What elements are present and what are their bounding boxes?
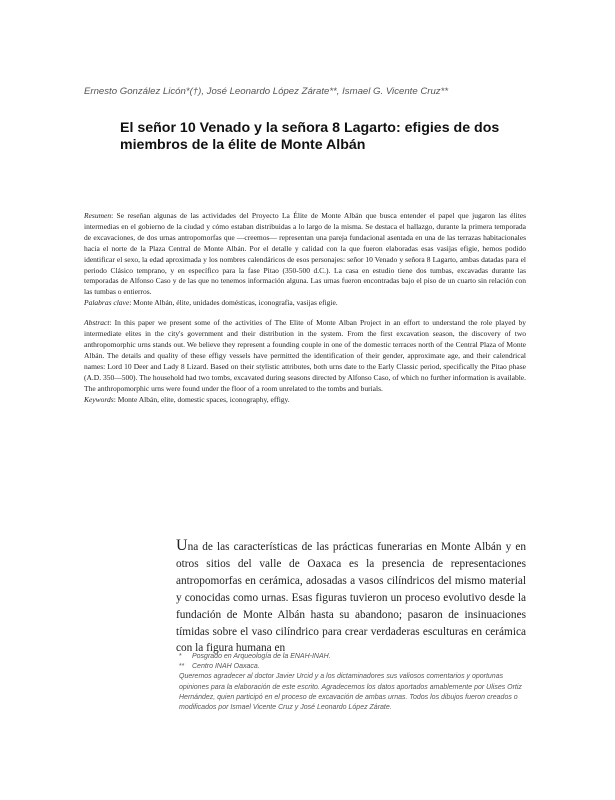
abstracts-block [84, 211, 526, 405]
footnote-2 [179, 662, 527, 672]
body-text [176, 538, 526, 657]
acknowledgments: Queremos agradecer al doctor Javier Urcid y a los dictaminadores sus valiosos comentarios y oportunas opiniones para la elaboración de este escrito. Agradecemos los datos aportados amablemente por Ulises Ortiz Hernández, quien participó en el proceso de excavación de ambas urnas. Todos los dibujos fueron creados o modificados por Ismael Vicente Cruz y José Leonardo López Zárate. [179, 673, 522, 712]
palabras-clave-text: : Monte Albán, élite, unidades domésticas, iconografía, vasijas efigie. [129, 298, 338, 308]
keywords-paragraph [84, 395, 526, 406]
abstract-paragraph [84, 318, 526, 394]
footnote-1-marker: * [179, 653, 182, 660]
resumen-paragraph [84, 211, 526, 298]
footnote-2-marker: ** [179, 663, 185, 671]
article-title: El señor 10 Venado y la señora 8 Lagarto: efigies de dos miembros de la élite de Monte Albán [120, 120, 500, 153]
body-paragraph [176, 538, 526, 657]
footnotes [179, 652, 527, 713]
footnote-1 [179, 652, 527, 662]
body-paragraph-text: na de las características de las prácticas funerarias en Monte Albán y en otros sitios del valle de Oaxaca es la presencia de representaciones antropomorfas en cerámica, adosadas a vasos cilíndricos del mismo material y conocidas como urnas. Esas figuras tuvieron un proceso evolutivo desde la fundación de Monte Albán hasta su abandono; pasaron de insinuaciones tímidas sobre el vaso cilíndrico para crear verdaderas esculturas en cerámica con la figura humana en [176, 541, 526, 655]
footnote-2-text: Centro INAH Oaxaca. [192, 663, 260, 671]
resumen-text: : Se reseñan algunas de las actividades del Proyecto La Élite de Monte Albán que busca entender el papel que jugaron las élites intermedias en el gobierno de la ciudad y cómo estaban distribuidas a lo largo de la misma. Se destaca el hallazgo, durante la primera temporada de excavaciones, de dos urnas antropomorfas que —creemos— representan una pareja fundacional asentada en una de las terrazas habitacionales hacia el norte de la Plaza Central de Monte Albán. Por el detalle y calidad con la que fueron elaboradas esas vasijas efigie, hemos podido identificar el sexo, la edad aproximada y los nombres calendáricos de esos personajes: señor 10 Venado y señora 8 Lagarto, ambas datadas para el periodo Clásico temprano, y en específico para la fase Pitao (350-500 d.C.). La casa en estudio tiene dos tumbas, excavadas durante las temporadas de Alfonso Caso y de las que no tenemos información alguna. Las urnas fueron encontradas bajo el piso de un cuarto sin relación con las tumbas o entierros. [84, 211, 526, 297]
drop-cap: U [176, 537, 188, 554]
author-line: Ernesto González Licón*(†), José Leonardo López Zárate**, Ismael G. Vicente Cruz** [84, 86, 449, 97]
keywords-text: : Monte Albán, elite, domestic spaces, iconography, effigy. [113, 394, 290, 404]
abstract-label: Abstract [84, 318, 110, 328]
footnote-1-text: Posgrado en Arqueología de la ENAH-INAH. [192, 653, 331, 660]
keywords-label: Keywords [84, 394, 114, 404]
abstract-text: : In this paper we present some of the activities of The Elite of Monte Alban Project in an effort to understand the role played by intermediate elites in the city's government and their distribution in the system. From the first excavation season, the discovery of two anthropomorphic urns stands out. We believe they represent a founding couple in one of the domestic terraces north of the Central Plaza of Monte Albán. The details and quality of these effigy vessels have permitted the identification of their gender, approximate age, and their calendrical names: Lord 10 Deer and Lady 8 Lizard. Based on their stylistic attributes, both urns date to the Early Classic period, specifically the Pitao phase (A.D. 350—500). The household had two tombs, excavated during seasons directed by Alfonso Caso, of which no further information is available. The anthropomorphic urns were found under the floor of a room unrelated to the tombs and burials. [84, 318, 526, 393]
palabras-clave-label: Palabras clave [84, 298, 130, 308]
palabras-clave-paragraph [84, 298, 526, 309]
resumen-label: Resumen [84, 211, 112, 220]
